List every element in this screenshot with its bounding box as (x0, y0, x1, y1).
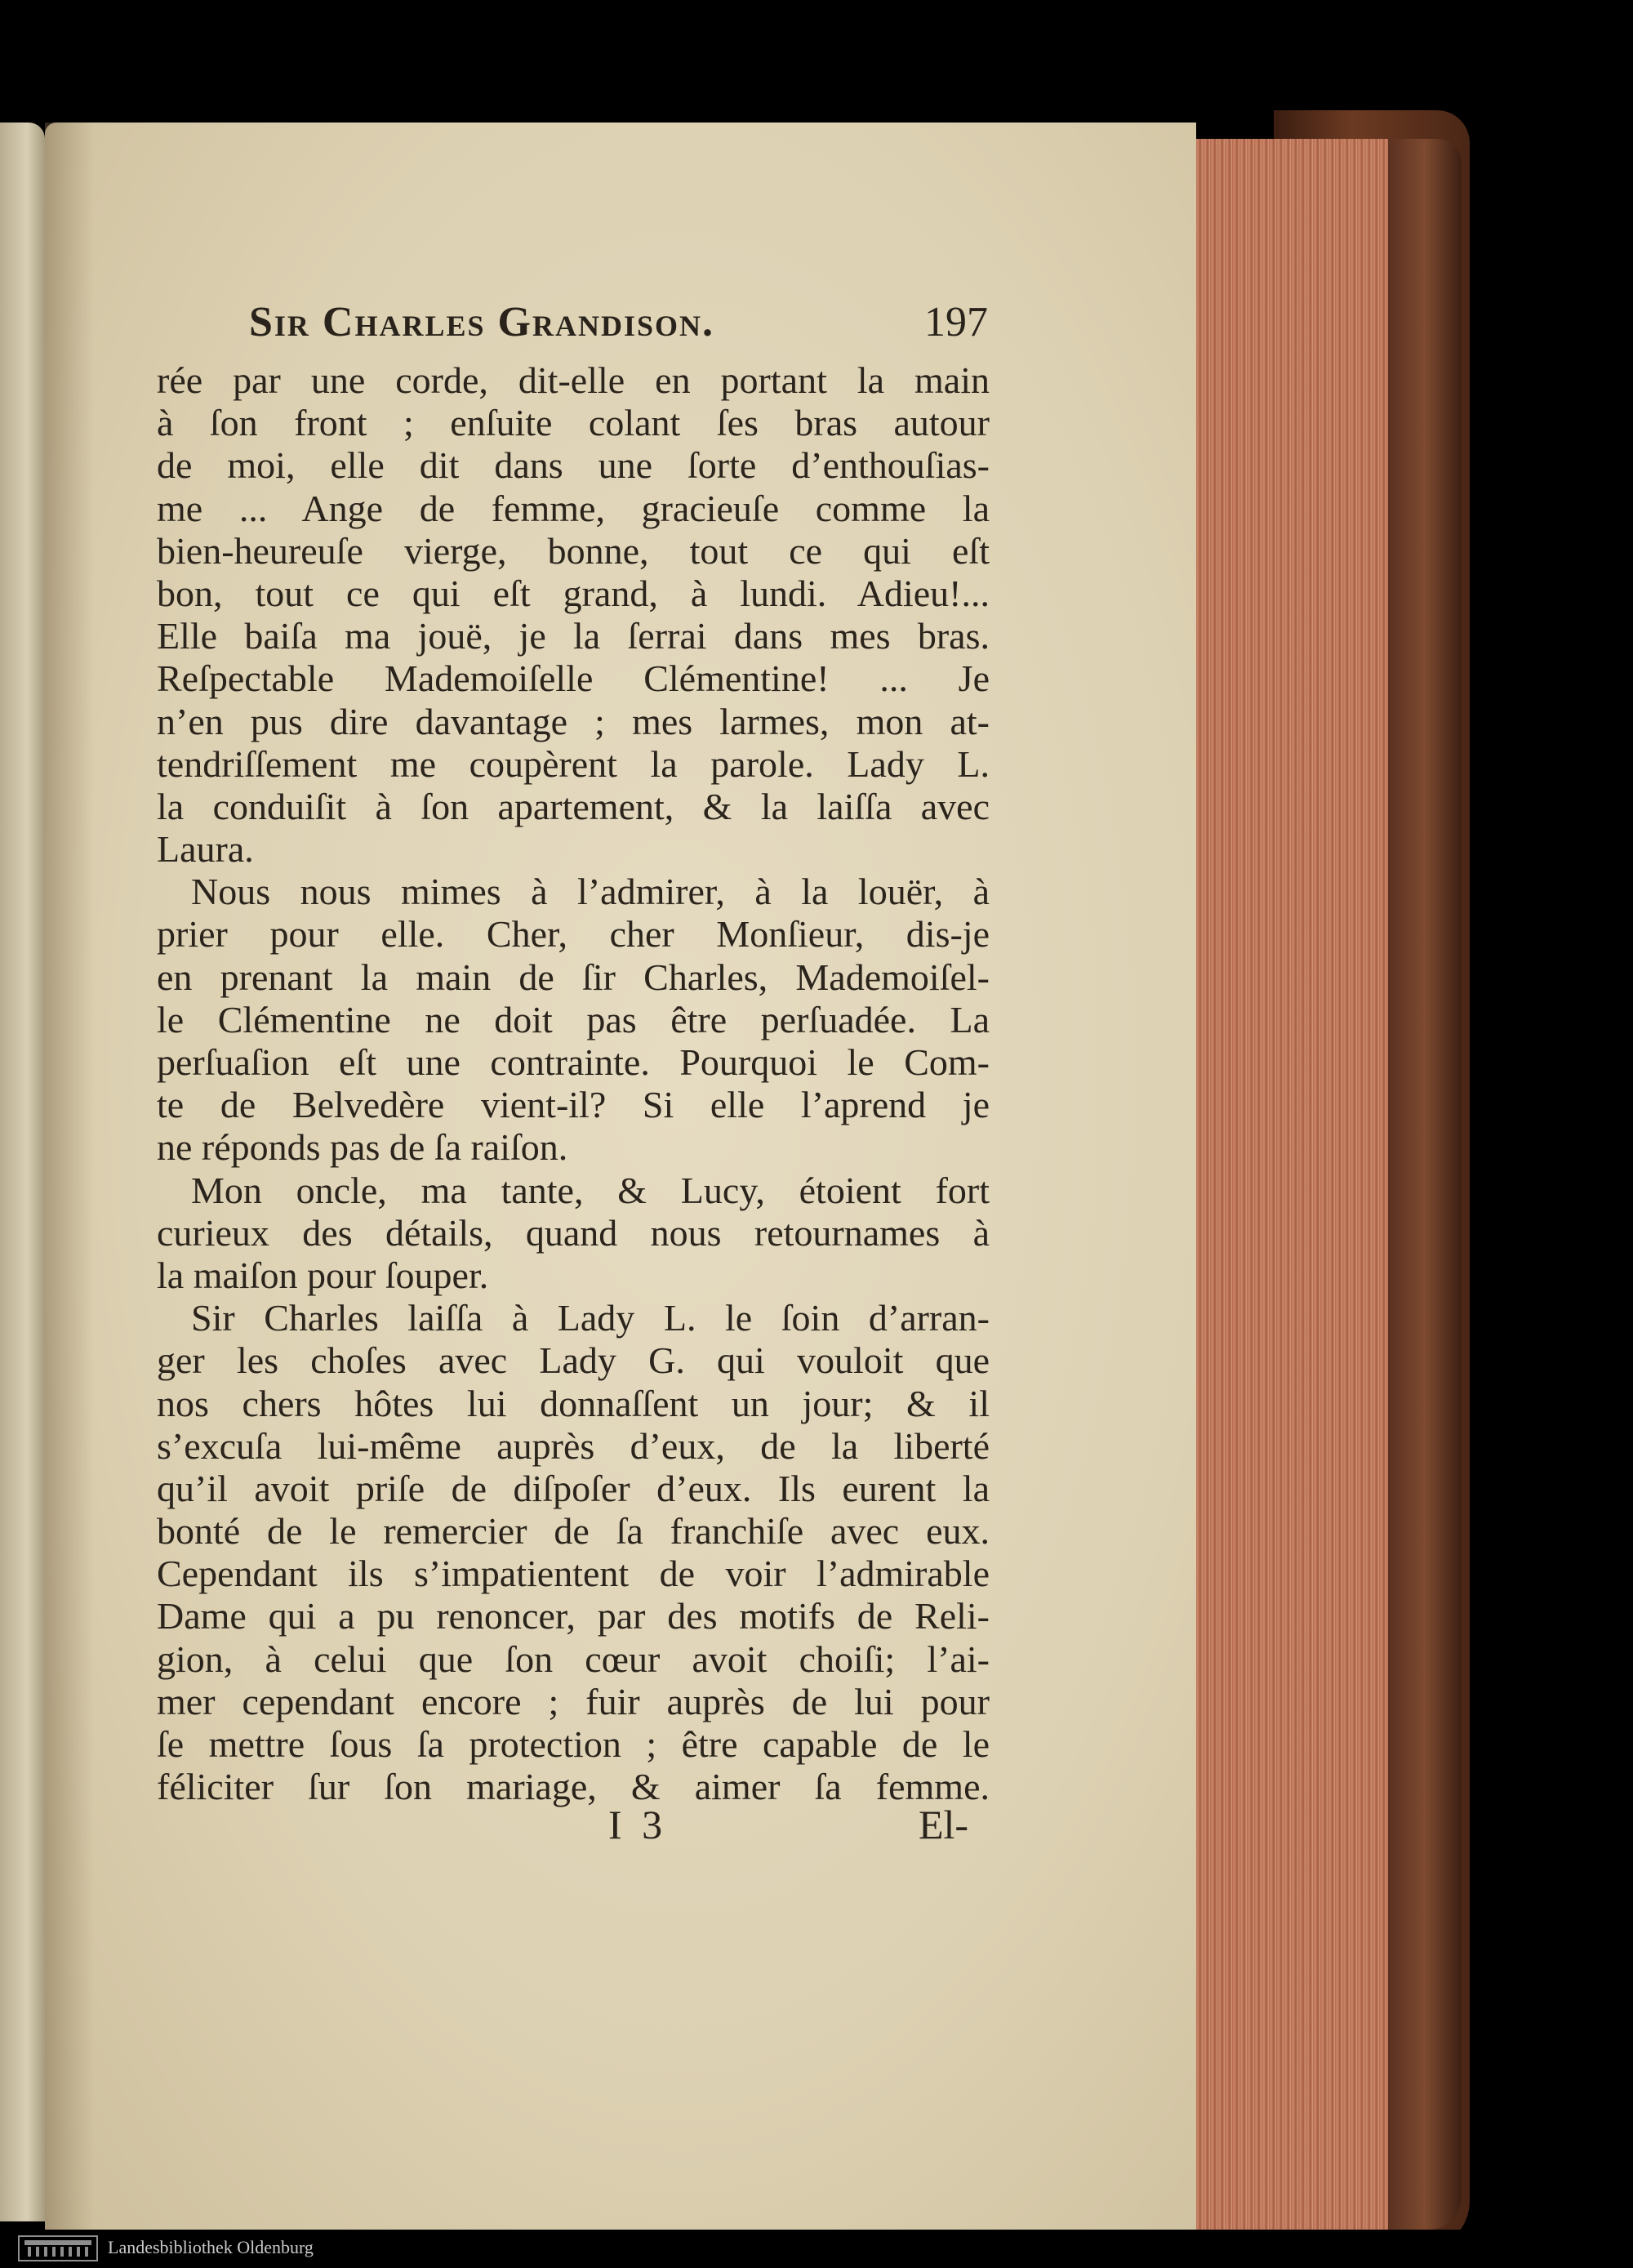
text-line: gion, à celui que ſon cœur avoit choiſi; l’ai- (157, 1638, 990, 1680)
text-line: Nous nous mimes à l’admirer, à la louër, à (191, 871, 990, 913)
signature-mark: I 3 (608, 1802, 668, 1847)
running-head (249, 298, 988, 355)
page-fore-edge (1188, 139, 1388, 2238)
text-line: bonté de le remercier de ſa franchiſe avec eux. (157, 1510, 990, 1553)
text-line: nos chers hôtes lui donnaſſent un jour; & il (157, 1382, 990, 1424)
text-line: curieux des détails, quand nous retournames à (157, 1211, 990, 1254)
text-line: mer cependant encore ; fuir auprès de lui pour (157, 1680, 990, 1722)
library-logo-icon (18, 2235, 98, 2261)
left-page-edge (0, 123, 45, 2221)
text-line: prier pour elle. Cher, cher Monſieur, dis-je (157, 913, 990, 956)
text-line: de moi, elle dit dans une ſorte d’enthouſias- (157, 444, 990, 487)
text-line: tendriſſement me coupèrent la parole. Lady L. (157, 742, 990, 785)
text-line: en prenant la main de ſir Charles, Mademoiſel- (157, 956, 990, 998)
text-line: ne réponds pas de ſa raiſon. (157, 1126, 568, 1169)
text-line: le Clémentine ne doit pas être perſuadée. La (157, 998, 990, 1040)
text-line: s’excuſa lui-même auprès d’eux, de la liberté (157, 1424, 990, 1467)
text-line: Sir Charles laiſſa à Lady L. le ſoin d’arran- (191, 1297, 990, 1339)
text-line: Mon oncle, ma tante, & Lucy, étoient fort (191, 1169, 990, 1211)
text-line: féliciter ſur ſon mariage, & aimer ſa femme. (157, 1766, 990, 1808)
running-head-title: Sir Charles Grandison. (249, 299, 714, 345)
text-line: bien-heureuſe vierge, bonne, tout ce qui eſt (157, 529, 990, 572)
page-gutter-shadow (45, 123, 94, 2238)
text-line: rée par une corde, dit-elle en portant la main (157, 359, 990, 401)
text-line: Laura. (157, 828, 254, 871)
text-line: Dame qui a pu renoncer, par des motifs de Reli- (157, 1595, 990, 1638)
text-line: la conduiſit à ſon apartement, & la laiſſa avec (157, 785, 990, 827)
text-line: ger les choſes avec Lady G. qui vouloit que (157, 1339, 990, 1382)
text-line: la maiſon pour ſouper. (157, 1254, 489, 1296)
catchword: El- (919, 1802, 969, 1847)
text-line: qu’il avoit priſe de diſpoſer d’eux. Ils eurent la (157, 1467, 990, 1509)
text-line: me ... Ange de femme, gracieuſe comme la (157, 487, 990, 529)
page-number: 197 (924, 299, 988, 345)
text-line: Reſpectable Mademoiſelle Clémentine! ... Je (157, 657, 990, 700)
text-line: Cependant ils s’impatientent de voir l’admirable (157, 1553, 990, 1595)
text-line: bon, tout ce qui eſt grand, à lundi. Adieu!... (157, 572, 990, 614)
text-line: Elle baiſa ma jouë, je la ſerrai dans mes bras. (157, 615, 990, 657)
text-line: ſe mettre ſous ſa protection ; être capable de le (157, 1723, 990, 1765)
text-line: perſuaſion eſt une contrainte. Pourquoi le Com- (157, 1041, 990, 1083)
text-line: n’en pus dire davantage ; mes larmes, mon at- (157, 700, 990, 742)
body-text (157, 359, 990, 1808)
text-line: à ſon front ; enſuite colant ſes bras autour (157, 402, 990, 444)
book-spine (1388, 139, 1462, 2230)
library-credit: Landesbibliothek Oldenburg (108, 2237, 314, 2257)
text-line: te de Belvedère vient-il? Si elle l’aprend je (157, 1084, 990, 1126)
